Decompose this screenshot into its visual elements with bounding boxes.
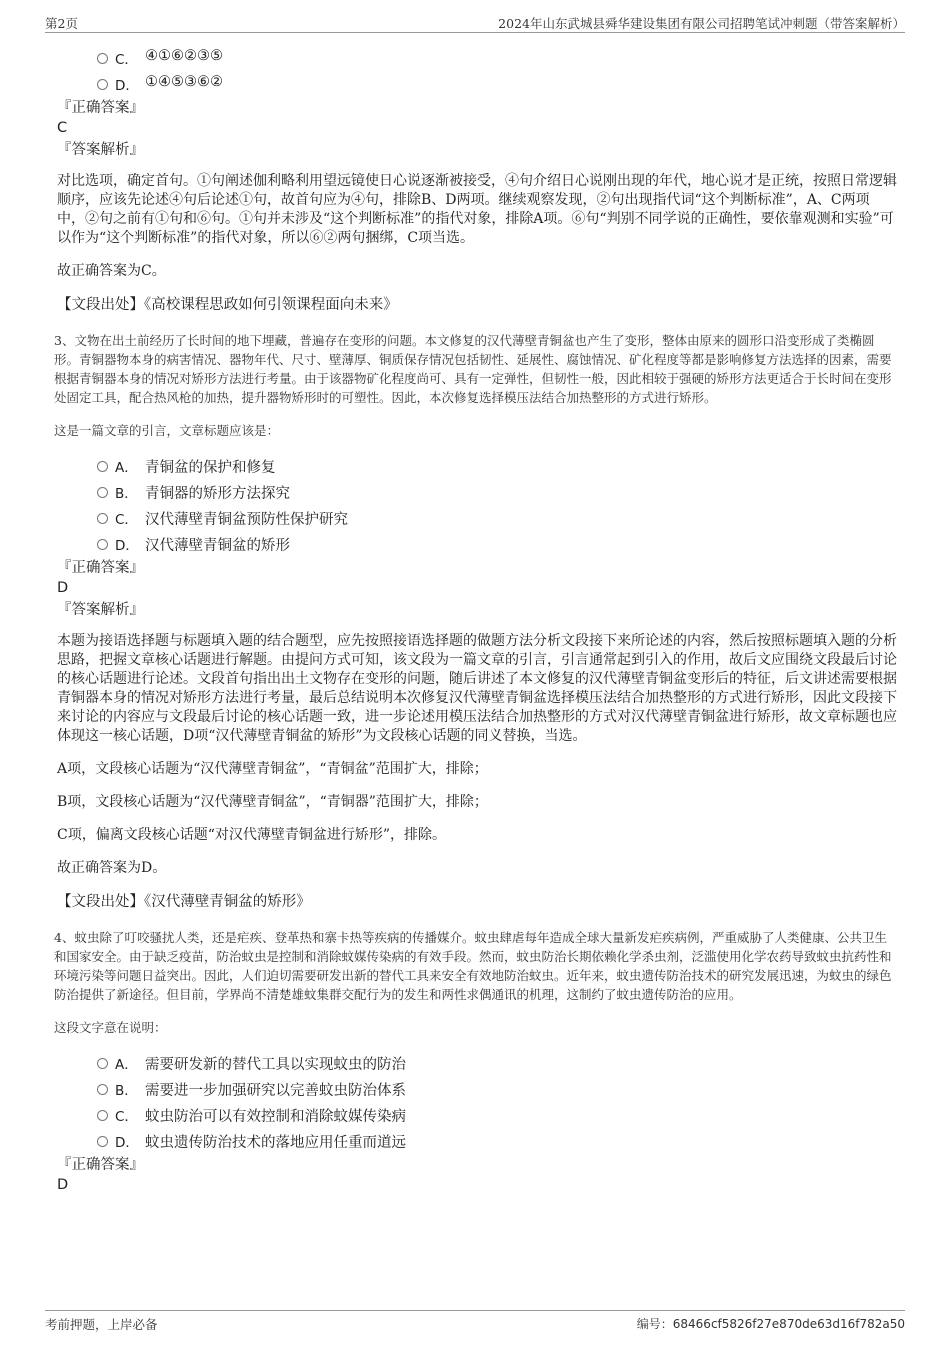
source-citation: 【文段出处】《汉代薄壁青铜盆的矫形》 xyxy=(57,894,311,910)
answer-value: D xyxy=(57,580,69,596)
analysis-label: 『答案解析』 xyxy=(57,602,144,618)
q4-option-d[interactable]: D． 蚊虫遗传防治技术的落地应用任重而道远 xyxy=(57,1129,897,1155)
page-content xyxy=(54,46,897,1197)
q3-option-b[interactable]: B． 青铜器的矫形方法探究 xyxy=(57,480,897,506)
radio-icon[interactable] xyxy=(97,539,108,550)
q4-option-b[interactable]: B． 需要进一步加强研究以完善蚊虫防治体系 xyxy=(57,1077,897,1103)
q4-option-c[interactable]: C． 蚊虫防治可以有效控制和消除蚊媒传染病 xyxy=(57,1103,897,1129)
q3-question: 这是一篇文章的引言，文章标题应该是： xyxy=(54,423,280,438)
q2-option-c[interactable]: C． ④①⑥②③⑤ xyxy=(57,46,897,72)
conclusion: 故正确答案为C。 xyxy=(57,263,166,279)
q4-options xyxy=(57,1051,897,1155)
answer-value: C xyxy=(57,120,68,136)
radio-icon[interactable] xyxy=(97,461,108,472)
page-number: 第2页 xyxy=(45,16,78,31)
analysis-line-b: B项，文段核心话题为“汉代薄壁青铜盆”，“青铜器”范围扩大，排除； xyxy=(57,794,488,810)
radio-icon[interactable] xyxy=(97,487,108,498)
q3-option-a[interactable]: A． 青铜盆的保护和修复 xyxy=(57,454,897,480)
radio-icon[interactable] xyxy=(97,513,108,524)
answer-label: 『正确答案』 xyxy=(57,100,144,116)
analysis-text: 本题为接语选择题与标题填入题的结合题型，应先按照接语选择题的做题方法分析文段接下来所论述的内容，然后按照标题填入题的分析思路，把握文章核心话题进行解题。由提问方式可知，该文段为一篇文章的引言，引言通常起到引入的作用，故后文应围绕文段最后讨论的核心话题进行论述。文段首句指出出土文物存在变形的问题，随后讲述了本文修复的汉代薄壁青铜盆变形后的特征，后文讲述需要根据青铜器本身的情况对矫形方法进行考量，最后总结说明本次修复汉代薄壁青铜盆选择模压法结合加热整形的方式进行矫形，因此文段接下来讨论的内容应与文段最后讨论的核心话题一致，进一步论述用模压法结合加热整形的方式对汉代薄壁青铜盆进行矫形，故文章标题也应体现这一核心话题，D项“汉代薄壁青铜盆的矫形”为文段核心话题的同义替换，当选。 xyxy=(57,633,897,744)
q2-option-d[interactable]: D． ①④⑤③⑥② xyxy=(57,72,897,98)
answer-value: D xyxy=(57,1177,69,1193)
q3-option-c[interactable]: C． 汉代薄壁青铜盆预防性保护研究 xyxy=(57,506,897,532)
q2-options xyxy=(57,46,897,98)
page-header xyxy=(45,12,905,33)
analysis-line-a: A项，文段核心话题为“汉代薄壁青铜盆”，“青铜盆”范围扩大，排除； xyxy=(57,761,488,777)
analysis-text: 对比选项，确定首句。①句阐述伽利略利用望远镜使日心说逐渐被接受，④句介绍日心说刚出现的年代，地心说才是正统，按照日常逻辑顺序，应该先论述④句后论述①句，故首句应为④句，排除B、D两项。继续观察发现，②句出现指代词“这个判断标准”，A、C两项中，②句之前有①句和⑥句。①句并未涉及“这个判断标准”的指代对象，排除A项。⑥句“判别不同学说的正确性，要依靠观测和实验”可以作为“这个判断标准”的指代对象，所以⑥②两句捆绑，C项当选。 xyxy=(57,173,897,246)
radio-icon[interactable] xyxy=(97,1058,108,1069)
analysis-label: 『答案解析』 xyxy=(57,142,144,158)
footer-slogan: 考前押题，上岸必备 xyxy=(45,1317,158,1332)
answer-label: 『正确答案』 xyxy=(57,560,144,576)
q4-passage: 4、蚊虫除了叮咬骚扰人类，还是疟疾、登革热和寨卡热等疾病的传播媒介。蚊虫肆虐每年造成全球大量新发疟疾病例，严重威胁了人类健康、公共卫生和国家安全。由于缺乏疫苗，防治蚊虫是控制和消除蚊媒传染病的有效手段。然而，蚊虫防治长期依赖化学杀虫剂，泛滥使用化学农药导致蚊虫抗药性和环境污染等问题日益突出。因此，人们迫切需要研发出新的替代工具来安全有效地防治蚊虫。近年来，蚊虫遗传防治技术的研究发展迅速，为蚊虫的绿色防治提供了新途径。但目前，学界尚不清楚雄蚊集群交配行为的发生和两性求偶通讯的机理，这制约了蚊虫遗传防治的应用。 xyxy=(54,930,892,1002)
document-id: 编号：68466cf5826f27e870de63d16f782a50 xyxy=(636,1317,905,1331)
document-title: 2024年山东武城县舜华建设集团有限公司招聘笔试冲刺题（带答案解析） xyxy=(498,16,905,31)
radio-icon[interactable] xyxy=(97,1136,108,1147)
radio-icon[interactable] xyxy=(97,79,108,90)
q3-passage: 3、文物在出土前经历了长时间的地下埋藏，普遍存在变形的问题。本文修复的汉代薄壁青铜盆也产生了变形，整体由原来的圆形口沿变形成了类椭圆形。青铜器物本身的病害情况、器物年代、尺寸、壁薄厚、铜质保存情况包括韧性、延展性、腐蚀情况、矿化程度等都是影响修复方法选择的因素，需要根据青铜器本身的情况对矫形方法进行考量。由于该器物矿化程度尚可、具有一定弹性，但韧性一般，因此相较于强硬的矫形方法更适合于长时间在变形处固定工具，配合热风枪的加热，提升器物矫形时的可塑性。因此，本次修复选择模压法结合加热整形的方式进行矫形。 xyxy=(54,333,892,405)
q3-option-d[interactable]: D． 汉代薄壁青铜盆的矫形 xyxy=(57,532,897,558)
page-footer xyxy=(45,1310,905,1333)
source-citation: 【文段出处】《高校课程思政如何引领课程面向未来》 xyxy=(57,297,398,313)
radio-icon[interactable] xyxy=(97,1110,108,1121)
analysis-line-c: C项，偏离文段核心话题“对汉代薄壁青铜盆进行矫形”，排除。 xyxy=(57,827,447,843)
q4-option-a[interactable]: A． 需要研发新的替代工具以实现蚊虫的防治 xyxy=(57,1051,897,1077)
q4-question: 这段文字意在说明： xyxy=(54,1020,167,1035)
conclusion: 故正确答案为D。 xyxy=(57,860,167,876)
radio-icon[interactable] xyxy=(97,1084,108,1095)
radio-icon[interactable] xyxy=(97,53,108,64)
q3-options xyxy=(57,454,897,558)
answer-label: 『正确答案』 xyxy=(57,1157,144,1173)
